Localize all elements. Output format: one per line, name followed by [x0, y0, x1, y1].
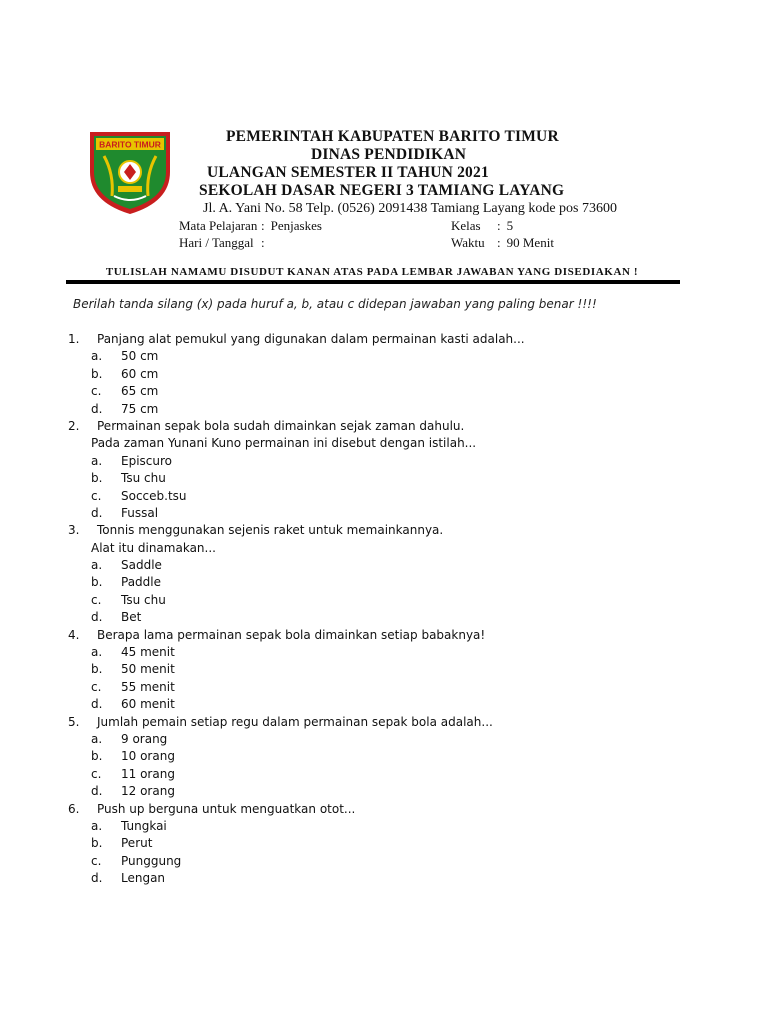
- option-letter: b.: [91, 366, 103, 381]
- answer-option[interactable]: [0, 574, 768, 591]
- header-government: PEMERINTAH KABUPATEN BARITO TIMUR: [226, 128, 559, 145]
- option-text: Tsu chu: [121, 471, 166, 486]
- main-instruction: TULISLAH NAMAMU DISUDUT KANAN ATAS PADA LEMBAR JAWABAN YANG DISEDIAKAN !: [105, 266, 639, 278]
- answer-option[interactable]: [0, 401, 768, 418]
- option-text: 12 orang: [121, 784, 175, 799]
- option-text: 55 menit: [121, 679, 175, 694]
- option-letter: a.: [91, 818, 103, 833]
- option-text: Tsu chu: [121, 592, 166, 607]
- option-text: 60 cm: [121, 366, 159, 381]
- answer-option[interactable]: [0, 609, 768, 626]
- question-row: [0, 627, 768, 644]
- answer-option[interactable]: [0, 661, 768, 678]
- option-letter: b.: [91, 575, 103, 590]
- question-number: 5.: [68, 714, 80, 729]
- header-divider: [66, 280, 680, 284]
- class-row: [451, 218, 513, 234]
- answer-option[interactable]: [0, 348, 768, 365]
- class-value: 5: [506, 218, 514, 233]
- day-date-colon: :: [261, 235, 265, 250]
- time-colon: :: [497, 235, 501, 250]
- class-colon: :: [497, 218, 501, 233]
- option-letter: c.: [91, 592, 102, 607]
- question-row: [0, 418, 768, 435]
- question-number: 1.: [68, 332, 80, 346]
- question-number: 2.: [68, 418, 80, 433]
- option-letter: b.: [91, 662, 103, 677]
- question-number: 4.: [68, 627, 80, 642]
- question-text: Tonnis menggunakan sejenis raket untuk memainkannya.: [97, 523, 444, 538]
- question-row: [0, 714, 768, 731]
- time-label: Waktu: [451, 235, 485, 250]
- option-letter: d.: [91, 784, 103, 799]
- day-date-label: Hari / Tanggal: [179, 235, 254, 250]
- answer-option[interactable]: [0, 366, 768, 383]
- answer-option[interactable]: [0, 748, 768, 765]
- option-text: Paddle: [121, 575, 162, 590]
- option-text: Socceb.tsu: [121, 488, 187, 503]
- question-text: Push up berguna untuk menguatkan otot...: [97, 801, 356, 816]
- answer-option[interactable]: [0, 783, 768, 800]
- option-letter: c.: [91, 679, 102, 694]
- answer-option[interactable]: [0, 853, 768, 870]
- option-text: Saddle: [121, 558, 162, 573]
- option-letter: b.: [91, 471, 103, 486]
- option-letter: b.: [91, 836, 103, 851]
- option-text: 50 menit: [121, 662, 175, 677]
- option-letter: a.: [91, 349, 103, 364]
- option-text: Bet: [121, 610, 142, 625]
- option-letter: c.: [91, 766, 102, 781]
- answer-option[interactable]: [0, 766, 768, 783]
- question-continuation: Alat itu dinamakan...: [91, 540, 216, 555]
- answer-option[interactable]: [0, 696, 768, 713]
- header-department: DINAS PENDIDIKAN: [311, 146, 467, 163]
- time-value: 90 Menit: [506, 235, 554, 250]
- question-row: [0, 331, 768, 348]
- option-text: 60 menit: [121, 697, 175, 712]
- time-row: [451, 235, 554, 251]
- option-text: Punggung: [121, 853, 182, 868]
- option-text: 50 cm: [121, 349, 159, 364]
- header-exam-title: ULANGAN SEMESTER II TAHUN 2021: [207, 164, 489, 181]
- answer-option[interactable]: [0, 731, 768, 748]
- answer-option[interactable]: [0, 505, 768, 522]
- option-letter: b.: [91, 749, 103, 764]
- option-text: Fussal: [121, 505, 159, 520]
- question-row: [0, 801, 768, 818]
- barito-timur-logo: [84, 124, 176, 216]
- option-letter: a.: [91, 558, 103, 573]
- option-letter: c.: [91, 384, 102, 399]
- answer-option[interactable]: [0, 835, 768, 852]
- option-text: 9 orang: [121, 731, 168, 746]
- question-text: Berapa lama permainan sepak bola dimainkan setiap babaknya!: [97, 627, 486, 642]
- option-text: Lengan: [121, 871, 166, 886]
- subject-row: [179, 218, 322, 234]
- option-letter: a.: [91, 453, 103, 468]
- question-number: 3.: [68, 523, 80, 538]
- question-continuation: Pada zaman Yunani Kuno permainan ini disebut dengan istilah...: [91, 436, 477, 451]
- option-letter: a.: [91, 645, 103, 660]
- subject-value: Penjaskes: [270, 218, 322, 233]
- option-letter: c.: [91, 488, 102, 503]
- option-text: 75 cm: [121, 401, 159, 416]
- option-text: 45 menit: [121, 645, 175, 660]
- logo-banner-text: BARITO TIMUR: [99, 139, 161, 150]
- question-number: 6.: [68, 801, 80, 816]
- answer-option[interactable]: [0, 557, 768, 574]
- answer-option[interactable]: [0, 470, 768, 487]
- answer-instruction: Berilah tanda silang (x) pada huruf a, b, atau c didepan jawaban yang paling benar !!!!: [73, 297, 597, 311]
- header-address: Jl. A. Yani No. 58 Telp. (0526) 2091438 Tamiang Layang kode pos 73600: [203, 201, 617, 216]
- option-letter: d.: [91, 401, 103, 416]
- option-text: 65 cm: [121, 384, 159, 399]
- answer-option[interactable]: [0, 818, 768, 835]
- option-text: Episcuro: [121, 453, 172, 468]
- option-letter: a.: [91, 731, 103, 746]
- answer-option[interactable]: [0, 383, 768, 400]
- day-date-row: [179, 235, 271, 251]
- answer-option[interactable]: [0, 592, 768, 609]
- answer-option[interactable]: [0, 453, 768, 470]
- question-list: [0, 331, 768, 888]
- question-text: Jumlah pemain setiap regu dalam permainan sepak bola adalah...: [97, 714, 493, 729]
- option-letter: d.: [91, 505, 103, 520]
- subject-colon: :: [261, 218, 265, 233]
- subject-label: Mata Pelajaran: [179, 218, 258, 233]
- answer-option[interactable]: [0, 488, 768, 505]
- answer-option[interactable]: [0, 644, 768, 661]
- option-text: 11 orang: [121, 766, 175, 781]
- class-label: Kelas: [451, 218, 481, 233]
- option-letter: c.: [91, 853, 102, 868]
- option-letter: d.: [91, 610, 103, 625]
- header-school-name: SEKOLAH DASAR NEGERI 3 TAMIANG LAYANG: [199, 182, 565, 199]
- question-text: Permainan sepak bola sudah dimainkan sejak zaman dahulu.: [97, 418, 465, 433]
- answer-option[interactable]: [0, 870, 768, 887]
- question-row: [0, 522, 768, 539]
- answer-option[interactable]: [0, 679, 768, 696]
- option-text: Perut: [121, 836, 153, 851]
- question-continuation-row: [0, 435, 768, 452]
- option-text: 10 orang: [121, 749, 175, 764]
- question-text: Panjang alat pemukul yang digunakan dalam permainan kasti adalah...: [97, 332, 525, 346]
- option-letter: d.: [91, 697, 103, 712]
- option-letter: d.: [91, 871, 103, 886]
- question-continuation-row: [0, 540, 768, 557]
- option-text: Tungkai: [121, 818, 167, 833]
